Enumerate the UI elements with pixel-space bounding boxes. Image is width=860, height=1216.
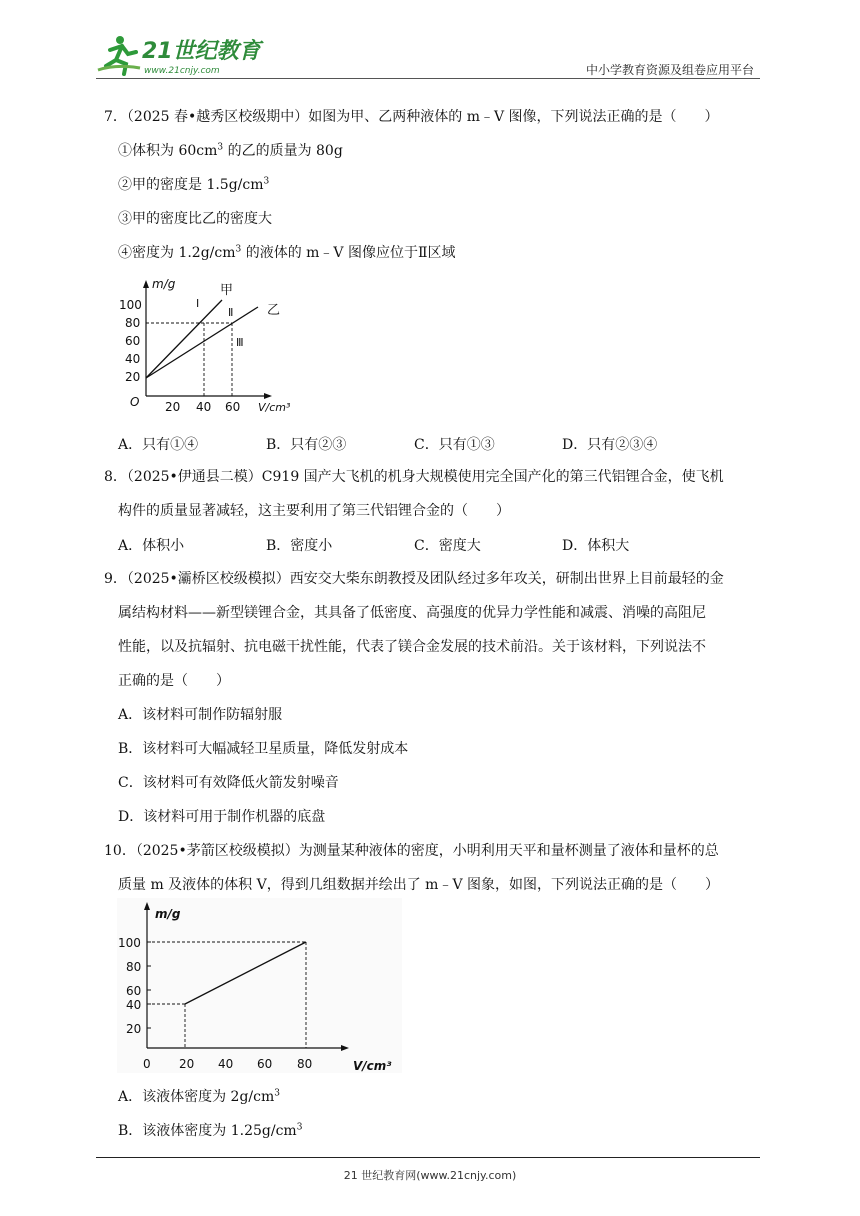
label-yi: 乙 <box>267 303 281 318</box>
graph2-ytick: 100 <box>118 936 141 950</box>
q7-mv-graph <box>118 274 298 422</box>
q8-stem-line2: 构件的质量显著减轻，这主要利用了第三代铝锂合金的（ ） <box>118 503 510 519</box>
page-header <box>96 30 760 78</box>
graph1-xlabel: V/cm³ <box>258 401 291 414</box>
q10-mv-graph <box>117 898 402 1073</box>
choice-a[interactable]: A．只有①④ <box>118 437 199 453</box>
q7-statement-3: ③甲的密度比乙的密度大 <box>118 211 272 227</box>
footer-text: 21 世纪教育网(www.21cnjy.com) <box>343 1169 517 1182</box>
platform-label: 中小学教育资源及组卷应用平台 <box>585 63 754 77</box>
q10-option-a[interactable]: A．该液体密度为 $2g/cm^3$ <box>118 1088 280 1105</box>
graph2-ytick: 80 <box>126 960 142 974</box>
q9-option-b[interactable]: B．该材料可大幅减轻卫星质量，降低发射成本 <box>118 741 409 757</box>
choice-b[interactable]: B．只有②③ <box>266 437 347 453</box>
logo <box>96 30 266 78</box>
graph2-ylabel: m/g <box>155 907 181 921</box>
header-divider <box>96 78 760 79</box>
footer-divider <box>96 1157 760 1158</box>
graph2-ytick: 40 <box>126 998 142 1012</box>
graph2-xtick: 60 <box>257 1057 273 1071</box>
line-jia <box>146 300 222 378</box>
runner-icon <box>98 36 140 74</box>
q9-option-c[interactable]: C．该材料可有效降低火箭发射噪音 <box>118 775 339 791</box>
graph1-origin: O <box>130 395 140 409</box>
q8-choices <box>118 535 758 555</box>
q9-option-d[interactable]: D．该材料可用于制作机器的底盘 <box>118 809 326 825</box>
q7-statement-1: ①体积为 $60cm^3$ 的乙的质量为 80g <box>118 142 343 159</box>
choice-d[interactable]: D．只有②③④ <box>562 437 658 453</box>
graph1-xtick: 20 <box>165 400 181 414</box>
q9-stem-line1: 9．（2025•灞桥区校级模拟）西安交大柴东朗教授及团队经过多年攻关，研制出世界上目前最轻的金 <box>104 571 724 587</box>
q7-stem: 7．（2025 春•越秀区校级期中）如图为甲、乙两种液体的 m﹣V 图像，下列说法正确的是（ ） <box>104 109 719 125</box>
region-1: Ⅰ <box>196 297 200 310</box>
q9-option-a[interactable]: A．该材料可制作防辐射服 <box>118 707 283 723</box>
graph1-xtick: 40 <box>196 400 212 414</box>
region-3: Ⅲ <box>236 336 244 349</box>
graph2-ytick: 20 <box>126 1022 142 1036</box>
choice-c[interactable]: C．只有①③ <box>414 437 495 453</box>
q7-choices <box>118 434 758 454</box>
choice-b[interactable]: B．密度小 <box>266 538 333 554</box>
q10-stem-line1: 10．（2025•茅箭区校级模拟）为测量某种液体的密度，小明利用天平和量杯测量了液体和量杯的总 <box>104 843 719 859</box>
choice-d[interactable]: D．体积大 <box>562 538 630 554</box>
graph2-xtick: 20 <box>179 1057 195 1071</box>
choice-c[interactable]: C．密度大 <box>414 538 481 554</box>
choice-a[interactable]: A．体积小 <box>118 538 185 554</box>
q9-stem-line2: 属结构材料——新型镁锂合金，其具备了低密度、高强度的优异力学性能和减震、消噪的高阻尼 <box>118 605 706 621</box>
graph1-ylabel: m/g <box>152 277 176 291</box>
graph1-ytick: 80 <box>125 316 141 330</box>
graph1-ytick: 20 <box>125 370 141 384</box>
q9-stem-line4: 正确的是（ ） <box>118 673 230 689</box>
q8-stem-line1: 8．（2025•伊通县二模）C919 国产大飞机的机身大规模使用完全国产化的第三代铝锂合金，使飞机 <box>104 469 724 485</box>
q7-statement-2: ②甲的密度是 $1.5g/cm^3$ <box>118 176 270 193</box>
graph2-ytick: 60 <box>126 984 142 998</box>
logo-url: www.21cnjy.com <box>144 66 220 76</box>
graph1-ytick: 40 <box>125 352 141 366</box>
graph2-xlabel: V/cm³ <box>353 1059 392 1073</box>
q10-option-b[interactable]: B．该液体密度为 $1.25g/cm^3$ <box>118 1122 303 1139</box>
graph2-xtick: 80 <box>297 1057 313 1071</box>
graph2-xtick: 0 <box>143 1057 151 1071</box>
graph1-ytick: 60 <box>125 334 141 348</box>
graph2-xtick: 40 <box>218 1057 234 1071</box>
graph1-ytick: 100 <box>119 298 142 312</box>
q7-statement-4: ④密度为 $1.2g/cm^3$ 的液体的 m﹣V 图像应位于Ⅱ区域 <box>118 244 456 261</box>
q9-stem-line3: 性能，以及抗辐射、抗电磁干扰性能，代表了镁合金发展的技术前沿。关于该材料，下列说法不 <box>118 639 706 655</box>
graph1-xtick: 60 <box>225 400 241 414</box>
logo-text: 21世纪教育 <box>142 39 261 64</box>
label-jia: 甲 <box>220 283 234 298</box>
region-2: Ⅱ <box>228 306 234 319</box>
q10-stem-line2: 质量 m 及液体的体积 V，得到几组数据并绘出了 m﹣V 图象，如图，下列说法正确的是（ ） <box>118 877 720 893</box>
